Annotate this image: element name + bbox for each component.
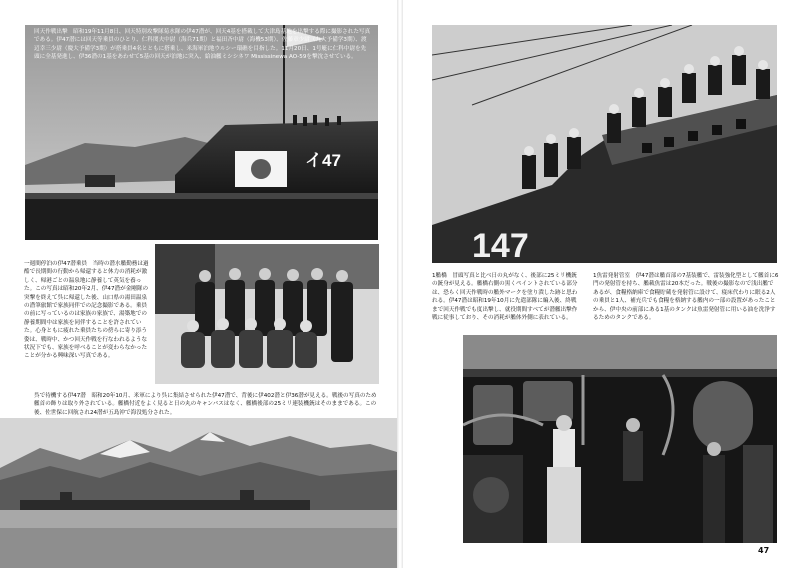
caption-crew: 一週間停泊の伊47潜乗員 当時の潜水艦勤務は過酷で長期間の行動から帰還すると休力の消耗が激しく、帰港ごとの温泉地に静養して英気を養った。この写真は昭和20年2月、伊47潜が金剛隊の突撃を終えて呉に帰還した後、山口県の湯田温泉の潜筆旅館で家族同伴での記念撮影である。乗員の前に写っているのは家族の家族で、湯築地での静養期間中は家族を同伴することを許されていた。心身ともに疲れた乗員たちの傍らに寄り添う姿は、戦時中、かつ回天作戦を行なわれるような状況下でも、家族を呼べることが変わらなかったことが分かる興味深い写真である。 — [24, 261, 149, 360]
bow-number: 147 — [472, 227, 529, 263]
caption-bridge: 1艦橋 冒頭写真と比べ日の丸がなく、後部に25ミリ機銃の銃身が見える。艦橋右側の黒くペイントされている部分は、恐らく回天作戦時の艦外マークを塗り潰した跡と思われる。伊47潜は昭和19年10月に先遣部隊に編入後、終戦まで回天作戦でも度出撃し、就役期間すべてが潜艦出撃作戦に従事しており、その消耗が艦体外側に表れている。 — [432, 273, 578, 322]
photo-bridge-crew — [432, 25, 777, 263]
hull-number: イ47 — [305, 151, 341, 170]
caption-torpedo-room: 1魚雷発射管室 伊47潜は艦首部の7基装艦で、雷装強化型として艦首に6門の発射管を持ち、艦載魚雷は20本だった。戦後の撮影なので浅出艦であるが、食糧格納庫で食糧貯蔵を発射管に設けて、寝床代わりに眠る2人の乗員と1人、補充兵でも食糧を格納する艦内の一部の設置があったことから、伊中央の前部にある1基のタンクは魚雷発射管に用いる油を洗浄するためのタンクである。 — [593, 273, 779, 322]
left-page — [0, 0, 397, 568]
photo-kure-harbor — [0, 418, 397, 568]
caption-sortie: 回天作戦出撃 昭和19年11月8日、回天特別攻撃隊菊水隊の伊47潜が、回天4基を搭載して大津島基地を出撃する際に撮影された写真である。伊47潜には回天等乗員のひとり、仁科関夫中尉（海兵71期）と福田斉中尉（海機53期）、佐藤章少尉（九大予備学3期）、渡辺幸三少尉（慶大予備学3期）が搭乗員4名とともに搭乗し、米海軍泊地ウルシー環礁を目指した。11月20日、1号艇に仁科中尉を先頭に全基発進し、伊36潜の1基をあわせて5基の回天が泊地に突入、給油艦ミシシネワ Mississinewa AO-59を撃沈させている。 — [34, 29, 371, 61]
caption-kure: 呉で待機する伊47潜 昭和20年10月、米軍により呉に集結させられた伊47潜で、背後に伊402潜と伊36潜が見える。戦後の写真のため艦首の飾りは取り外されている。艦橋付近をよく見ると日の丸のキャンバスはなく、艦橋後部の25ミリ連装機銃はそのままである。この後、佐世保に回航され24潜が五島沖で海没処分された。 — [34, 393, 377, 416]
right-page — [403, 0, 800, 568]
photo-torpedo-room — [463, 335, 777, 543]
photo-crew-families — [155, 244, 379, 384]
page-number: 47 — [758, 546, 770, 555]
